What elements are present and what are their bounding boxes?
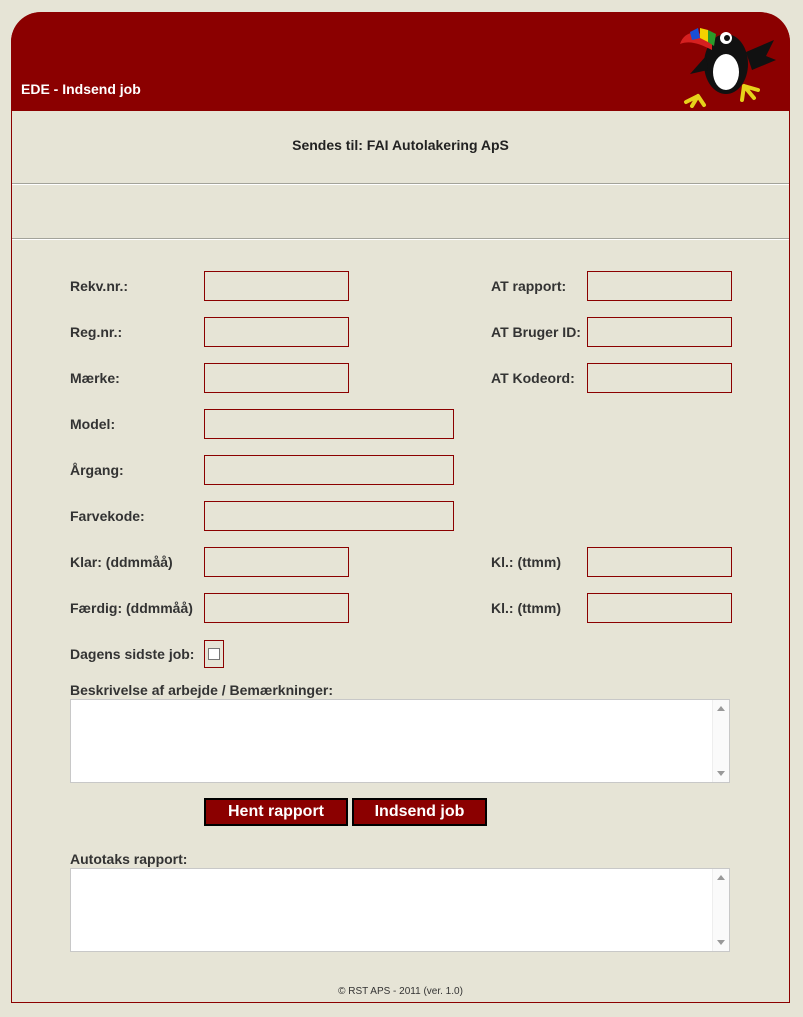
- divider: [12, 238, 789, 240]
- reg-input[interactable]: [204, 317, 349, 347]
- klar-label: Klar: (ddmmåå): [70, 554, 173, 570]
- klar-time-input[interactable]: [587, 547, 732, 577]
- beskrivelse-textarea[interactable]: [70, 699, 730, 783]
- faerdig-label: Færdig: (ddmmåå): [70, 600, 193, 616]
- hent-rapport-button[interactable]: Hent rapport: [204, 798, 348, 826]
- farvekode-label: Farvekode:: [70, 508, 145, 524]
- rekv-label: Rekv.nr.:: [70, 278, 129, 294]
- maerke-label: Mærke:: [70, 370, 120, 386]
- footer-copyright: © RST APS - 2011 (ver. 1.0): [338, 986, 463, 997]
- klar-input[interactable]: [204, 547, 349, 577]
- reg-label: Reg.nr.:: [70, 324, 123, 340]
- header-bar: [11, 12, 790, 111]
- sidste-job-checkbox[interactable]: [208, 648, 220, 660]
- beskrivelse-label: Beskrivelse af arbejde / Bemærkninger:: [70, 682, 334, 698]
- autotaks-textarea[interactable]: [70, 868, 730, 952]
- aargang-input[interactable]: [204, 455, 454, 485]
- scrollbar[interactable]: [712, 869, 729, 951]
- faerdig-time-input[interactable]: [587, 593, 732, 623]
- maerke-input[interactable]: [204, 363, 349, 393]
- page-title: EDE - Indsend job: [21, 81, 141, 97]
- toucan-logo-icon: [676, 16, 784, 108]
- scroll-up-icon[interactable]: [717, 875, 725, 880]
- at-rapport-input[interactable]: [587, 271, 732, 301]
- at-bruger-input[interactable]: [587, 317, 732, 347]
- at-bruger-label: AT Bruger ID:: [491, 324, 581, 340]
- scroll-down-icon[interactable]: [717, 940, 725, 945]
- scrollbar[interactable]: [712, 700, 729, 782]
- divider: [12, 183, 789, 185]
- model-input[interactable]: [204, 409, 454, 439]
- aargang-label: Årgang:: [70, 462, 124, 478]
- sidste-job-label: Dagens sidste job:: [70, 646, 195, 662]
- scroll-up-icon[interactable]: [717, 706, 725, 711]
- rekv-input[interactable]: [204, 271, 349, 301]
- klar-time-label: Kl.: (ttmm): [491, 554, 561, 570]
- at-rapport-label: AT rapport:: [491, 278, 567, 294]
- farvekode-input[interactable]: [204, 501, 454, 531]
- scroll-down-icon[interactable]: [717, 771, 725, 776]
- indsend-job-button[interactable]: Indsend job: [352, 798, 487, 826]
- faerdig-input[interactable]: [204, 593, 349, 623]
- faerdig-time-label: Kl.: (ttmm): [491, 600, 561, 616]
- sidste-job-checkbox-wrapper: [204, 640, 224, 668]
- at-kodeord-input[interactable]: [587, 363, 732, 393]
- at-kodeord-label: AT Kodeord:: [491, 370, 575, 386]
- recipient-heading: Sendes til: FAI Autolakering ApS: [292, 137, 509, 153]
- model-label: Model:: [70, 416, 116, 432]
- autotaks-label: Autotaks rapport:: [70, 851, 188, 867]
